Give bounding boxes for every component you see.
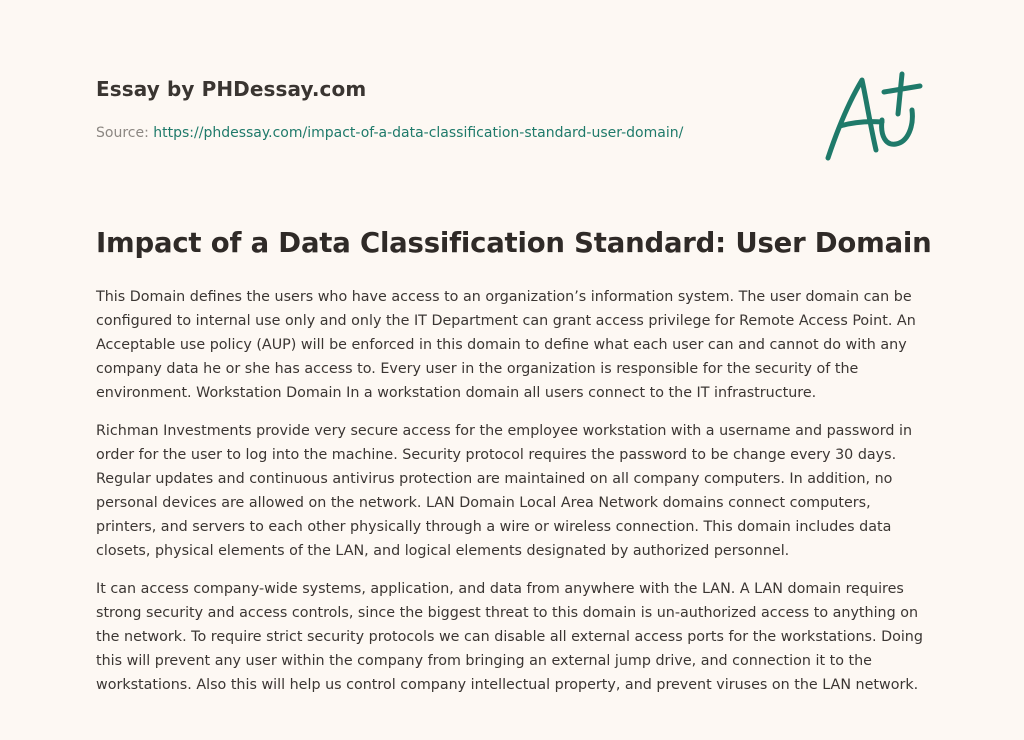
essay-paragraph: Richman Investments provide very secure access for the employee workstation with a username and password in order for the user to log into the machine. Security protocol requires the password to be change every 30 days. Regular updates and continuous antivirus protection are maintained on all company computers. In addition, no personal devices are allowed on the network. LAN Domain Local Area Network domains connect computers, printers, and servers to each other physically through a wire or wireless connection. This domain includes data closets, physical elements of the LAN, and logical elements designated by authorized personnel.: [96, 423, 913, 559]
source-label: Source:: [96, 125, 149, 141]
source-link[interactable]: https://phdessay.com/impact-of-a-data-classification-standard-user-domain/: [153, 125, 684, 141]
essay-paragraph: This Domain defines the users who have access to an organization’s information system. The user domain can be configured to internal use only and only the IT Department can grant access privilege for Remote Access Point. An Acceptable use policy (AUP) will be enforced in this domain to define what each user can and cannot do with any company data he or she has access to. Every user in the organization is responsible for the security of the environment. Workstation Domain In a workstation domain all users connect to the IT infrastructure.: [96, 289, 916, 401]
essay-title: Impact of a Data Classification Standard: User Domain: [96, 227, 932, 259]
essay-paragraph: It can access company-wide systems, application, and data from anywhere with the LAN. A LAN domain requires strong security and access controls, since the biggest threat to this domain is un-authorized access to anything on the network. To require strict security protocols we can disable all external access ports for the workstations. Doing this will prevent any user within the company from bringing an external jump drive, and connection it to the workstations. Also this will help us control company intellectual property, and prevent viruses on the LAN network.: [96, 581, 923, 693]
a-plus-grade-icon: [818, 66, 930, 166]
essay-body: [96, 285, 930, 711]
site-title: Essay by PHDessay.com: [96, 77, 367, 101]
source-line: [96, 125, 683, 141]
